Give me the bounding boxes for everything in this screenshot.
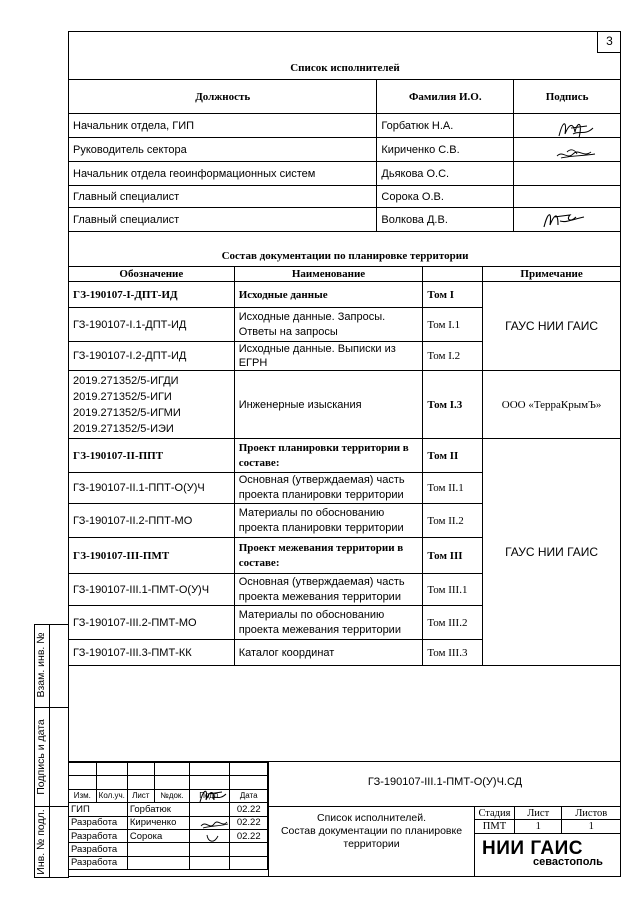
doc-code: ГЗ-190107-III.1-ПМТ-О(У)Ч (69, 574, 235, 606)
performers-header-row (69, 80, 621, 114)
doc-name: Проект межевания территории в составе: (234, 538, 423, 574)
doc-volume: Том I.2 (423, 342, 483, 371)
staff-row (69, 856, 268, 869)
doc-name: Исходные данные. Выписки из ЕГРН (234, 342, 423, 371)
docs-header-row (69, 267, 621, 282)
performer-position: Главный специалист (69, 208, 377, 232)
staff-name (127, 843, 189, 856)
doc-row (69, 371, 621, 439)
kol-header: Кол.уч. (96, 789, 127, 802)
page-number: 3 (606, 34, 613, 48)
doc-row (69, 282, 621, 308)
signature-soroka-small (204, 832, 222, 846)
doc-name: Материалы по обоснованию проекта межевания территории (234, 606, 423, 640)
performers-title: Список исполнителей (290, 62, 400, 74)
doc-code: ГЗ-190107-III-ПМТ (69, 538, 235, 574)
staff-signature (190, 856, 230, 869)
staff-row (69, 816, 268, 829)
org-logo-city: севастополь (533, 856, 603, 868)
performer-row (69, 186, 621, 208)
doc-name: Основная (утверждаемая) часть проекта межевания территории (234, 574, 423, 606)
performer-row (69, 114, 621, 138)
replace-inv-label: Взам. инв. № (35, 632, 47, 698)
page-number-box (597, 31, 621, 53)
performer-position: Главный специалист (69, 186, 377, 208)
doc-volume: Том III.2 (423, 606, 483, 640)
staff-name: Горбатюк (127, 803, 189, 816)
doc-name: Основная (утверждаемая) часть проекта планировки территории (234, 473, 423, 504)
stage-value: ПМТ (475, 820, 515, 833)
sign-date-label: Подпись и дата (35, 719, 47, 795)
staff-name: Сорока (127, 829, 189, 842)
doc-name: Каталог координат (234, 640, 423, 666)
performer-name: Горбатюк Н.А. (377, 114, 514, 138)
staff-name (127, 856, 189, 869)
signature-volkova (540, 205, 586, 231)
izm-header: Изм. (69, 789, 97, 802)
title-doc-code: ГЗ-190107-III.1-ПМТ-О(У)Ч.СД (367, 776, 523, 788)
performer-row (69, 208, 621, 232)
doc-code: ГЗ-190107-I.2-ДПТ-ИД (69, 342, 235, 371)
staff-name: Кириченко (127, 816, 189, 829)
staff-row (69, 829, 268, 842)
sheet-header: Лист (514, 807, 562, 820)
title-staff-table (68, 762, 268, 870)
performer-name: Волкова Д.В. (377, 208, 514, 232)
doc-code: ГЗ-190107-III.2-ПМТ-МО (69, 606, 235, 640)
staff-date (230, 843, 268, 856)
staff-role: Разработа (69, 856, 128, 869)
doc-volume: Том II.2 (423, 504, 483, 538)
list-header: Лист (127, 789, 154, 802)
doc-code: ГЗ-190107-II.1-ППТ-О(У)Ч (69, 473, 235, 504)
performer-row (69, 138, 621, 162)
staff-row (69, 843, 268, 856)
performer-row (69, 162, 621, 186)
doc-volume: Том II.1 (423, 473, 483, 504)
podp-header: Подп. (190, 789, 230, 802)
performer-position: Начальник отдела, ГИП (69, 114, 377, 138)
sheets-value: 1 (562, 820, 621, 833)
staff-role: ГИП (69, 803, 128, 816)
col-signature-header: Подпись (514, 80, 621, 114)
doc-name: Исходные данные (234, 282, 423, 308)
col-volume-header (423, 267, 483, 282)
doc-name: Инженерные изыскания (234, 371, 423, 439)
doc-name: Исходные данные. Запросы. Ответы на запросы (234, 308, 423, 342)
doc-volume: Том I.3 (423, 371, 483, 439)
col-name-header: Наименование (234, 267, 423, 282)
doc-note-gaus-2: ГАУС НИИ ГАИС (483, 439, 621, 666)
doc-volume: Том III (423, 538, 483, 574)
doc-row (69, 439, 621, 473)
signature-gorbatyuk-small (196, 784, 230, 806)
ndok-header: №док. (154, 789, 190, 802)
doc-code: ГЗ-190107-II-ППТ (69, 439, 235, 473)
docs-table (68, 266, 621, 666)
doc-volume: Том I.1 (423, 308, 483, 342)
doc-note-gaus-1: ГАУС НИИ ГАИС (483, 282, 621, 371)
title-header-row (69, 789, 268, 802)
col-position-header: Должность (69, 80, 377, 114)
doc-code: ГЗ-190107-II.2-ППТ-МО (69, 504, 235, 538)
stage-table (474, 806, 621, 834)
staff-role: Разработа (69, 843, 128, 856)
staff-role: Разработа (69, 816, 128, 829)
doc-code: ГЗ-190107-I.1-ДПТ-ИД (69, 308, 235, 342)
staff-row (69, 803, 268, 816)
title-doc-title: Список исполнителей. Состав документации по планировке территории (280, 812, 463, 850)
staff-role: Разработа (69, 829, 128, 842)
performer-position: Начальник отдела геоинформационных систем (69, 162, 377, 186)
doc-name: Проект планировки территории в составе: (234, 439, 423, 473)
sheets-header: Листов (562, 807, 621, 820)
performers-table (68, 79, 621, 232)
staff-date: 02.22 (230, 816, 268, 829)
col-code-header: Обозначение (69, 267, 235, 282)
signature-kirichenko (553, 140, 599, 166)
performer-name: Дьякова О.С. (377, 162, 514, 186)
title-block-divider-top (68, 761, 621, 762)
performer-name: Сорока О.В. (377, 186, 514, 208)
signature-kirichenko-small (198, 812, 230, 834)
doc-code: ГЗ-190107-III.3-ПМТ-КК (69, 640, 235, 666)
doc-volume: Том I (423, 282, 483, 308)
data-header: Дата (230, 789, 268, 802)
staff-date: 02.22 (230, 829, 268, 842)
signature-gorbatyuk (553, 116, 599, 142)
doc-volume: Том III.1 (423, 574, 483, 606)
doc-name: Материалы по обоснованию проекта планировки территории (234, 504, 423, 538)
doc-volume: Том III.3 (423, 640, 483, 666)
performer-name: Кириченко С.В. (377, 138, 514, 162)
doc-volume: Том II (423, 439, 483, 473)
org-logo-name: НИИ ГАИС (482, 838, 583, 859)
staff-date (230, 856, 268, 869)
staff-date: 02.22 (230, 803, 268, 816)
col-name-header: Фамилия И.О. (377, 80, 514, 114)
doc-note-terra: ООО «ТерраКрымЪ» (483, 371, 621, 439)
docs-title: Состав документации по планировке территории (221, 250, 469, 262)
doc-code: ГЗ-190107-I-ДПТ-ИД (69, 282, 235, 308)
doc-code: 2019.271352/5-ИГДИ 2019.271352/5-ИГИ 2019.271352/5-ИГМИ 2019.271352/5-ИЭИ (69, 371, 235, 439)
col-note-header: Примечание (483, 267, 621, 282)
stage-header: Стадия (475, 807, 515, 820)
performer-position: Руководитель сектора (69, 138, 377, 162)
inv-orig-label: Инв. № подл. (35, 809, 47, 875)
sheet-value: 1 (514, 820, 562, 833)
